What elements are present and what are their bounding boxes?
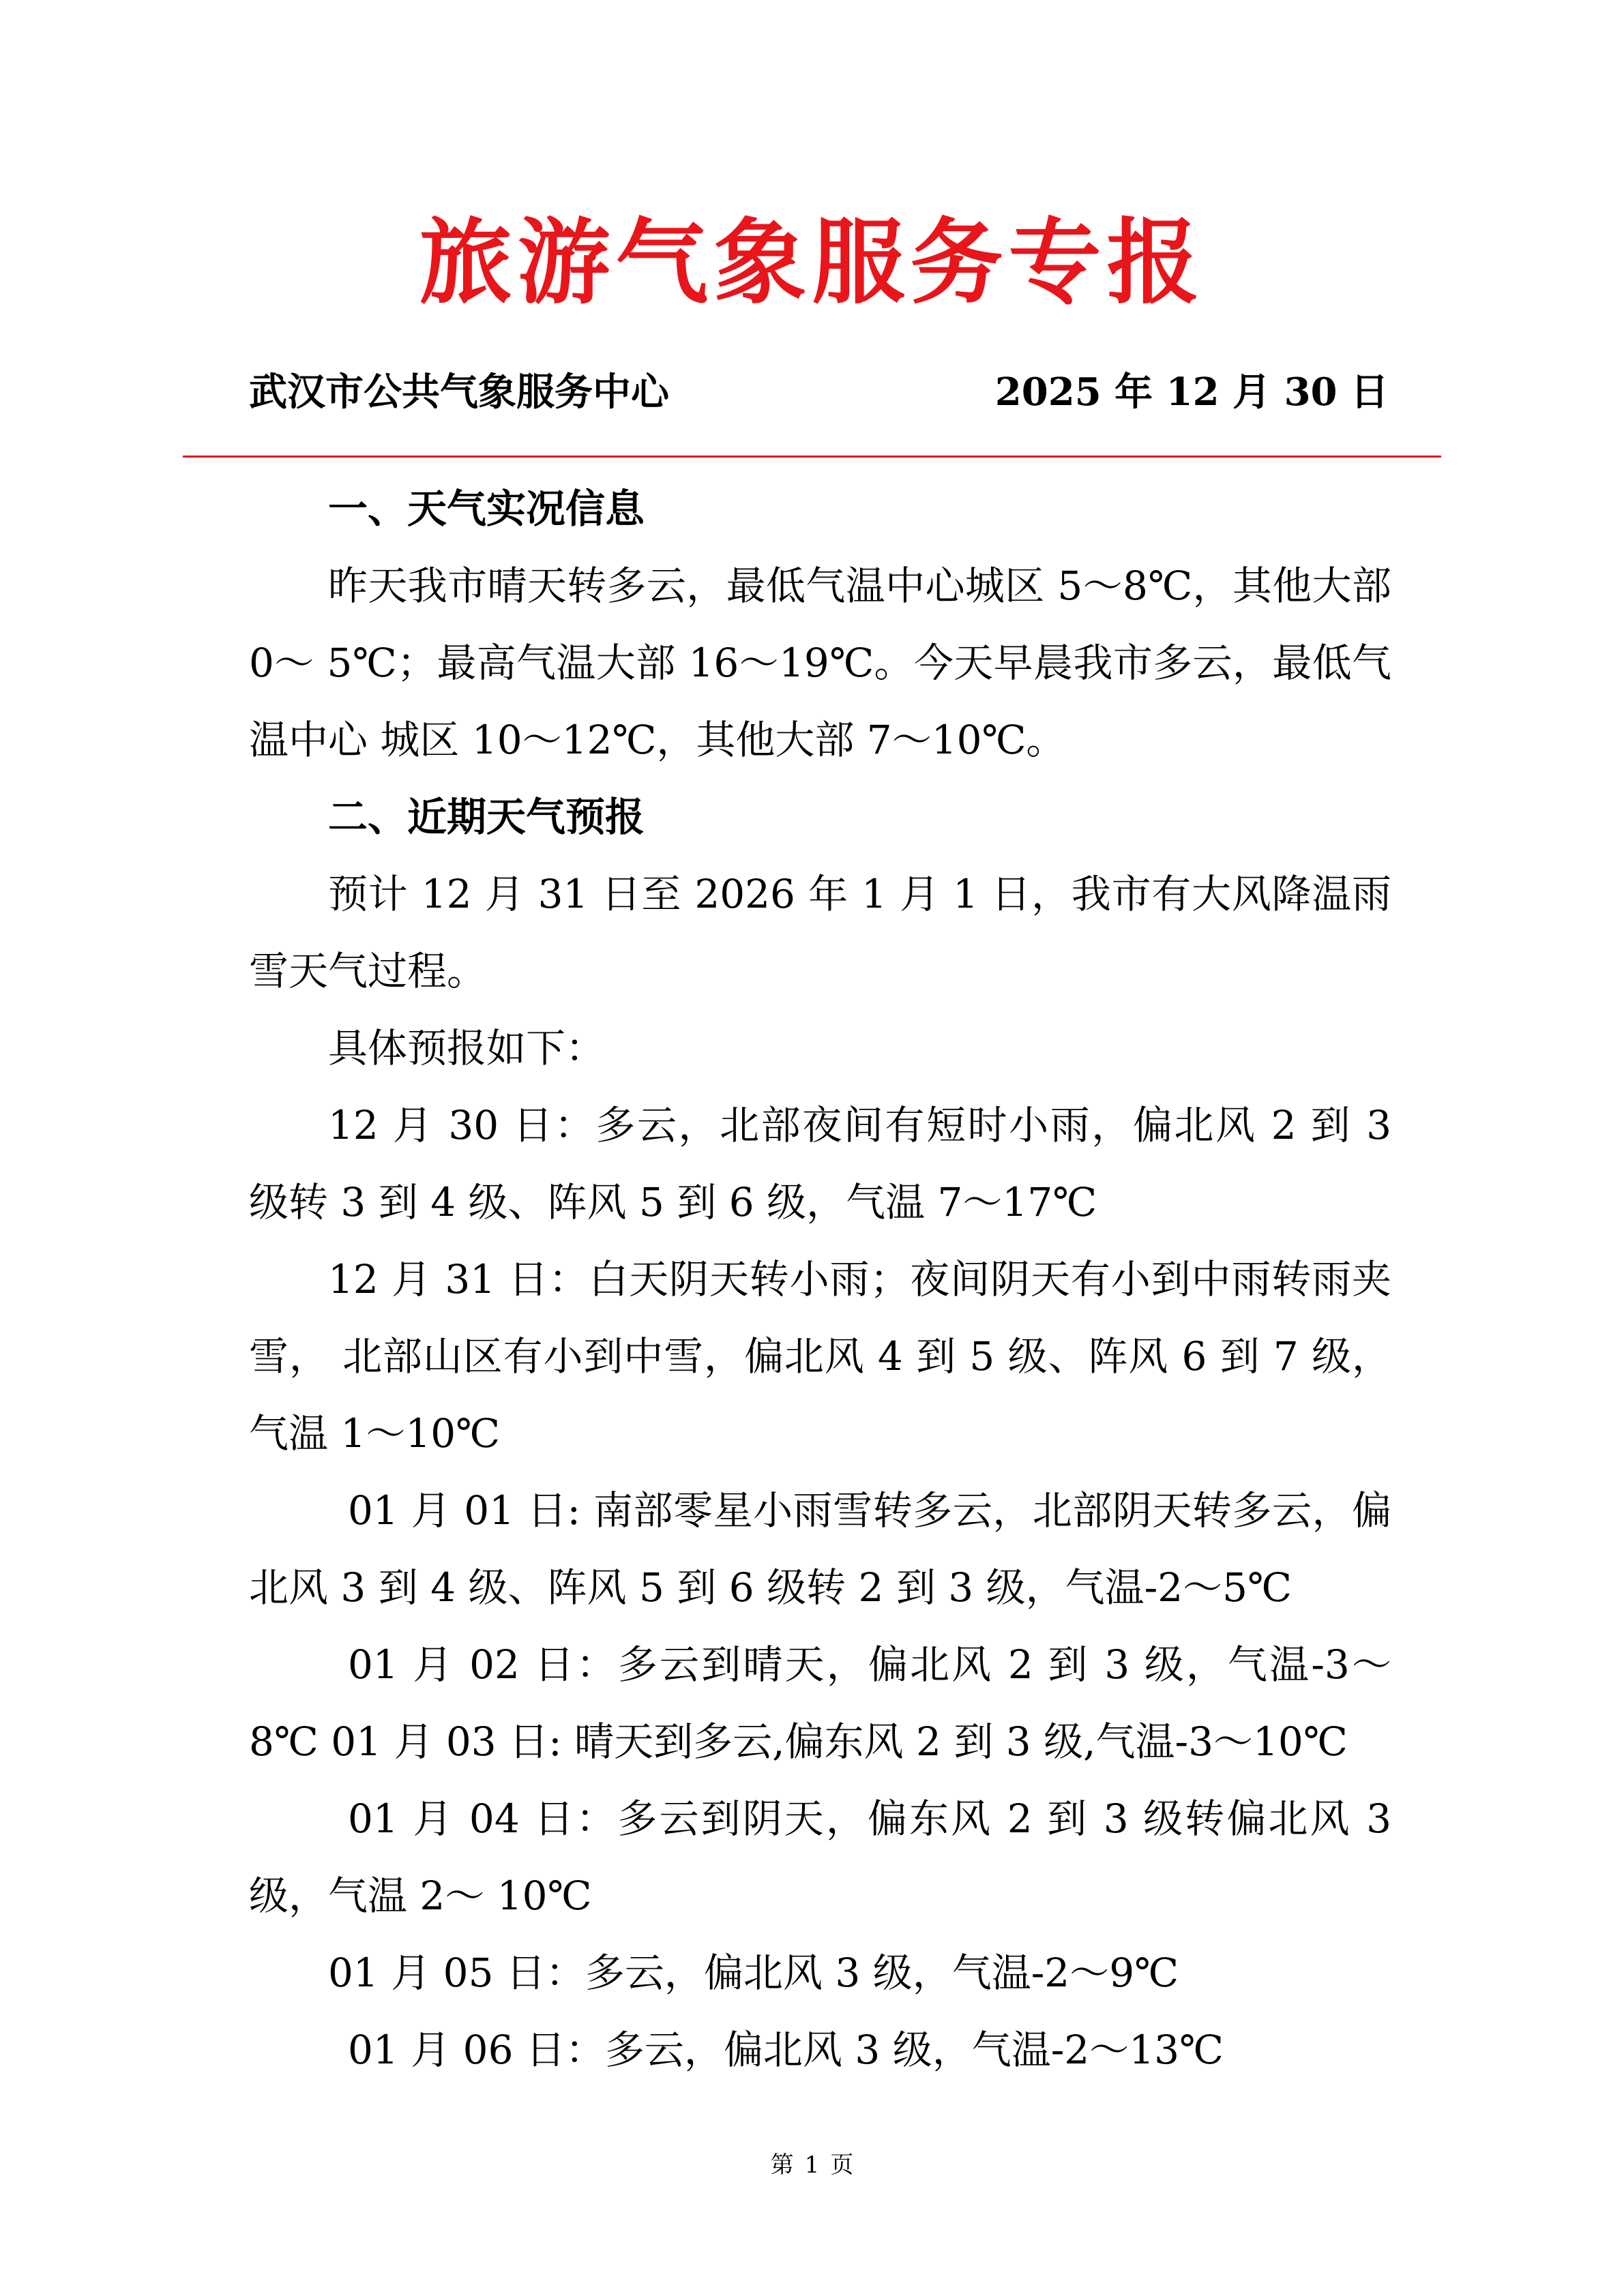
issue-date: 2025 年 12 月 30 日 <box>994 370 1389 415</box>
header-divider <box>183 456 1441 458</box>
issuer-name: 武汉市公共气象服务中心 <box>249 370 669 415</box>
document-title: 旅游气象服务专报 <box>419 208 1205 317</box>
observations-paragraph: 昨天我市晴天转多云，最低气温中心城区 5～8℃，其他大部 0～ 5℃；最高气温大部 16～19℃。今天早晨我市多云，最低气温中心 城区 10～12℃，其他大部 7～10℃。 <box>249 563 1391 763</box>
forecast-item: 01 月 06 日：多云，偏北风 3 级，气温-2～13℃ <box>348 2027 1224 2073</box>
document-body <box>249 471 1391 2089</box>
forecast-item: 01 月 04 日：多云到阴天，偏东风 2 到 3 级转偏北风 3 级，气温 2～ 10℃ <box>249 1795 1391 1919</box>
issuer-line <box>249 365 1389 419</box>
page-prefix: 第 <box>770 2151 794 2179</box>
forecast-intro-paragraph: 预计 12 月 31 日至 2026 年 1 月 1 日，我市有大风降温雨雪天气过程。 <box>249 871 1391 994</box>
forecast-item: 12 月 30 日：多云，北部夜间有短时小雨，偏北风 2 到 3 级转 3 到 4 级、阵风 5 到 6 级，气温 7～17℃ <box>249 1102 1391 1225</box>
page-number: 1 <box>804 2151 820 2179</box>
forecast-item: 12 月 31 日：白天阴天转小雨；夜间阴天有小到中雨转雨夹雪， 北部山区有小到中雪，偏北风 4 到 5 级、阵风 6 到 7 级，气温 1～10℃ <box>249 1256 1391 1457</box>
forecast-item: 01 月 02 日：多云到晴天，偏北风 2 到 3 级，气温-3～8℃ 01 月 03 日: 晴天到多云,偏东风 2 到 3 级,气温-3～10℃ <box>249 1641 1391 1765</box>
section-heading-observations: 一、天气实况信息 <box>328 486 645 532</box>
section-heading-forecast: 二、近期天气预报 <box>328 794 645 840</box>
page-footer <box>0 2148 1624 2182</box>
page-suffix: 页 <box>830 2151 854 2179</box>
forecast-lead-paragraph: 具体预报如下： <box>328 1025 606 1071</box>
forecast-item: 01 月 01 日: 南部零星小雨雪转多云，北部阴天转多云，偏北风 3 到 4 级、阵风 5 到 6 级转 2 到 3 级，气温-2～5℃ <box>249 1487 1391 1611</box>
forecast-item: 01 月 05 日：多云，偏北风 3 级，气温-2～9℃ <box>328 1950 1179 1996</box>
